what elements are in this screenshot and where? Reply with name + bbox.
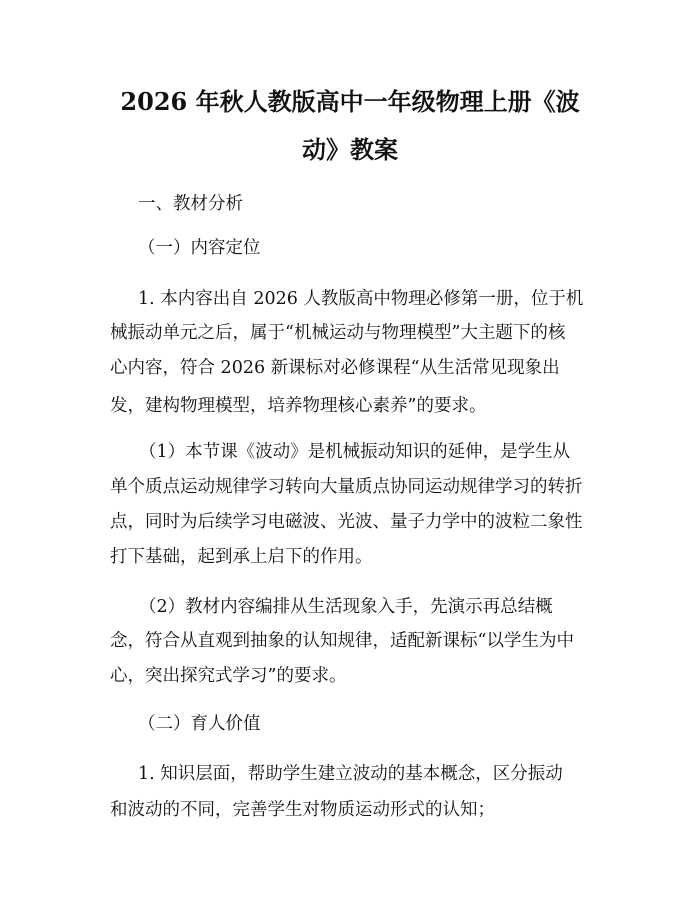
paragraph-3-line-1: （2）教材内容编排从生活现象入手，先演示再总结概 (139, 597, 553, 617)
subsection-heading-content-positioning: （一）内容定位 (138, 238, 261, 258)
document-title-line-2: 动》教案 (302, 135, 398, 164)
paragraph-4-line-2: 和波动的不同，完善学生对物质运动形式的认知； (110, 800, 495, 820)
paragraph-1-line-3: 心内容，符合 2026 新课标对必修课程“从生活常见现象出 (110, 358, 560, 378)
paragraph-2-line-3: 点，同时为后续学习电磁波、光波、量子力学中的波粒二象性 (110, 512, 583, 532)
subsection-heading-educational-value: （二）育人价值 (138, 714, 261, 734)
paragraph-2-line-1: （1）本节课《波动》是机械振动知识的延伸，是学生从 (139, 442, 571, 462)
paragraph-1-line-1: 1. 本内容出自 2026 人教版高中物理必修第一册，位于机 (138, 289, 584, 309)
document-title-line-1: 2026 年秋人教版高中一年级物理上册《波 (120, 87, 580, 116)
paragraph-3-line-3: 心，突出探究式学习”的要求。 (110, 666, 347, 686)
paragraph-3-line-2: 念，符合从直观到抽象的认知规律，适配新课标“以学生为中 (110, 631, 574, 651)
paragraph-4-line-1: 1. 知识层面，帮助学生建立波动的基本概念，区分振动 (138, 764, 563, 784)
paragraph-1-line-2: 械振动单元之后，属于“机械运动与物理模型”大主题下的核 (110, 323, 566, 343)
paragraph-2-line-2: 单个质点运动规律学习转向大量质点协同运动规律学习的转折 (110, 477, 583, 497)
section-heading-teaching-material-analysis: 一、教材分析 (138, 194, 243, 214)
paragraph-2-line-4: 打下基础，起到承上启下的作用。 (110, 547, 373, 567)
paragraph-1-line-4: 发，建构物理模型，培养物理核心素养”的要求。 (110, 396, 487, 416)
